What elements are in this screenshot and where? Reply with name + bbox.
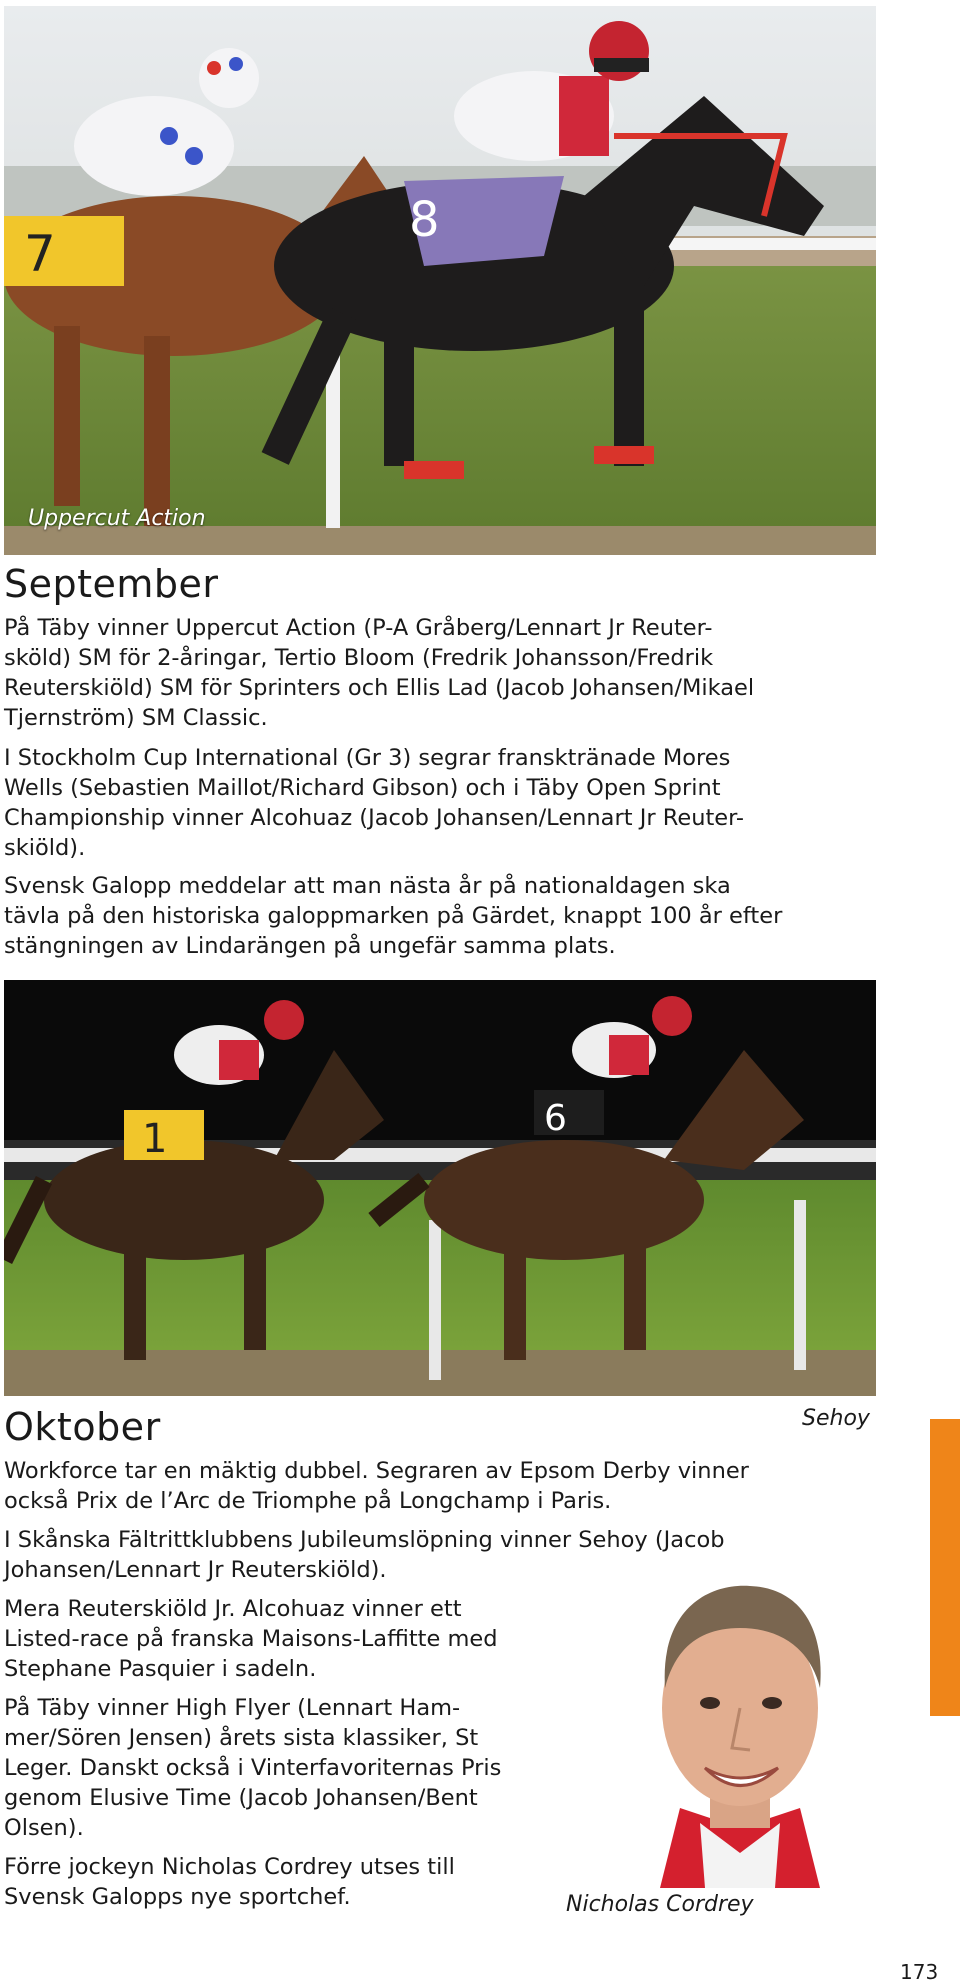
horse-number-6: 6 bbox=[544, 1098, 567, 1139]
paragraph-oktober-3: Mera Reuterskiöld Jr. Alcohuaz vinner ett Listed-race på franska Maisons-Laffitte med Stephane Pasquier i sadeln. bbox=[4, 1596, 498, 1682]
photo-uppercut-action bbox=[4, 6, 876, 555]
paragraph-oktober-1: Workforce tar en mäktig dubbel. Segraren av Epsom Derby vinner också Prix de l’Arc de Triomphe på Longchamp i Paris. bbox=[4, 1458, 749, 1514]
paragraph-september-2: I Stockholm Cup International (Gr 3) segrar fransktränade Mores Wells (Sebastien Maillot/Richard Gibson) och i Täby Open Sprint Championship vinner Alcohuaz (Jacob Johansen/Lennart Jr Reuter- skiöld). bbox=[4, 745, 745, 861]
heading-oktober: Oktober bbox=[4, 1405, 161, 1449]
paragraph-september-1: På Täby vinner Uppercut Action (P-A Gråberg/Lennart Jr Reuter- sköld) SM för 2-åringar, Tertio Bloom (Fredrik Johansson/Fredrik Reuterskiöld) SM för Sprinters och Ellis Lad (Jacob Johansen/Mikael Tjernström) SM Classic. bbox=[4, 615, 755, 731]
paragraph-oktober-2: I Skånska Fältrittklubbens Jubileumslöpning vinner Sehoy (Jacob Johansen/Lennart Jr Reuterskiöld). bbox=[4, 1527, 725, 1583]
paragraph-september-3: Svensk Galopp meddelar att man nästa år på nationaldagen ska tävla på den historiska galoppmarken på Gärdet, knappt 100 år efter stängningen av Lindarängen på ungefär samma plats. bbox=[4, 873, 783, 959]
paragraph-oktober-5: Förre jockeyn Nicholas Cordrey utses till Svensk Galopps nye sportchef. bbox=[4, 1854, 455, 1910]
heading-september: September bbox=[4, 562, 219, 606]
photo-sehoy bbox=[4, 980, 876, 1396]
caption-nicholas-cordrey: Nicholas Cordrey bbox=[566, 1892, 754, 1917]
horse-number-1: 1 bbox=[142, 1116, 168, 1162]
orange-side-bar bbox=[930, 1419, 960, 1716]
paragraph-oktober-4: På Täby vinner High Flyer (Lennart Ham- mer/Sören Jensen) årets sista klassiker, St Leger. Danskt också i Vinterfavoriternas Pris genom Elusive Time (Jacob Johansen/Bent Olsen). bbox=[4, 1695, 502, 1841]
caption-sehoy: Sehoy bbox=[802, 1406, 870, 1431]
caption-uppercut-action: Uppercut Action bbox=[28, 506, 206, 531]
portrait-nicholas-cordrey bbox=[600, 1578, 876, 1888]
page-number: 173 bbox=[900, 1960, 939, 1984]
horse-number-8: 8 bbox=[409, 192, 440, 248]
horse-number-7: 7 bbox=[24, 225, 56, 283]
